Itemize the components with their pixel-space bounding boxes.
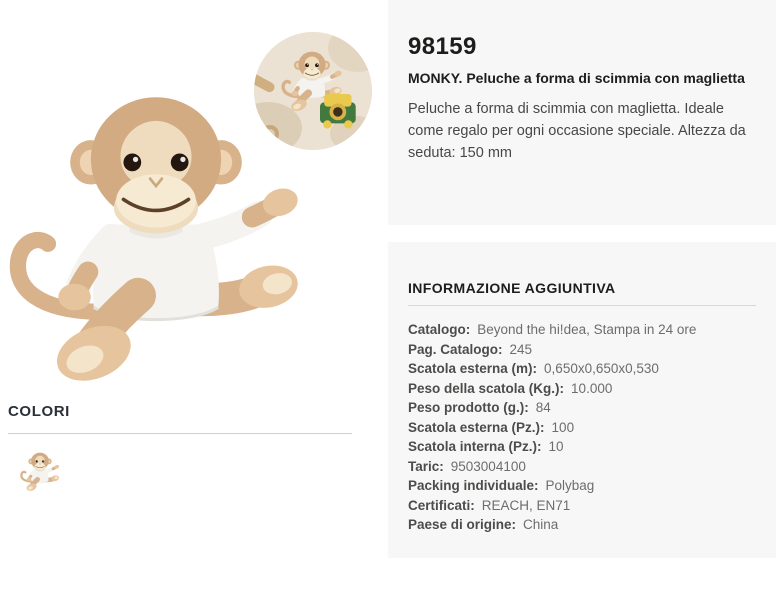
info-value: Polybag [545,478,595,493]
info-label: Peso della scatola (Kg.): [408,380,565,396]
info-row [408,379,756,399]
colors-divider [8,433,352,434]
additional-info-list [408,320,756,535]
colors-section [8,403,352,493]
info-label: Scatola esterna (Pz.): [408,419,545,435]
info-value: 84 [535,400,551,415]
info-label: Peso prodotto (g.): [408,400,529,415]
info-label: Scatola interna (Pz.): [408,439,542,454]
info-value: Beyond the hi!dea, Stampa in 24 ore [477,322,697,337]
info-label: Certificati: [408,497,475,513]
info-row [408,320,756,340]
info-row [408,515,756,535]
product-code: 98159 [408,33,477,60]
info-value: 10.000 [571,380,613,396]
info-label: Taric: [408,458,444,474]
product-description: Peluche a forma di scimmia con maglietta. Ideale come regalo per ogni occasione speciale. Altezza da seduta: 150 mm [408,101,746,161]
lifestyle-scene-illustration [254,32,372,150]
info-row [408,476,756,496]
info-label: Packing individuale: [408,478,539,493]
additional-info-panel [388,242,776,558]
info-value: 10 [548,439,564,454]
info-value: 245 [509,341,533,357]
info-value: China [523,517,559,532]
info-row [408,418,756,438]
info-row [408,457,756,477]
colors-heading: COLORI [8,403,70,420]
additional-info-divider [408,305,756,306]
info-value: REACH, EN71 [481,497,571,513]
info-row [408,359,756,379]
info-label: Catalogo: [408,322,471,337]
info-value: 0,650x0,650x0,530 [544,361,659,376]
color-swatch-beige[interactable] [17,447,63,493]
info-row [408,437,756,457]
info-label: Pag. Catalogo: [408,341,503,357]
product-name: MONKY. Peluche a forma di scimmia con maglietta [408,70,745,86]
info-label: Paese di origine: [408,517,517,532]
info-row [408,398,756,418]
info-label: Scatola esterna (m): [408,361,538,376]
additional-info-heading: INFORMAZIONE AGGIUNTIVA [408,280,616,296]
product-summary-panel [388,0,776,225]
lifestyle-inset-image[interactable] [254,32,372,150]
color-swatch-image [20,449,60,491]
info-row [408,340,756,360]
info-row [408,496,756,516]
info-value: 9503004100 [450,458,526,474]
info-value: 100 [551,419,575,435]
